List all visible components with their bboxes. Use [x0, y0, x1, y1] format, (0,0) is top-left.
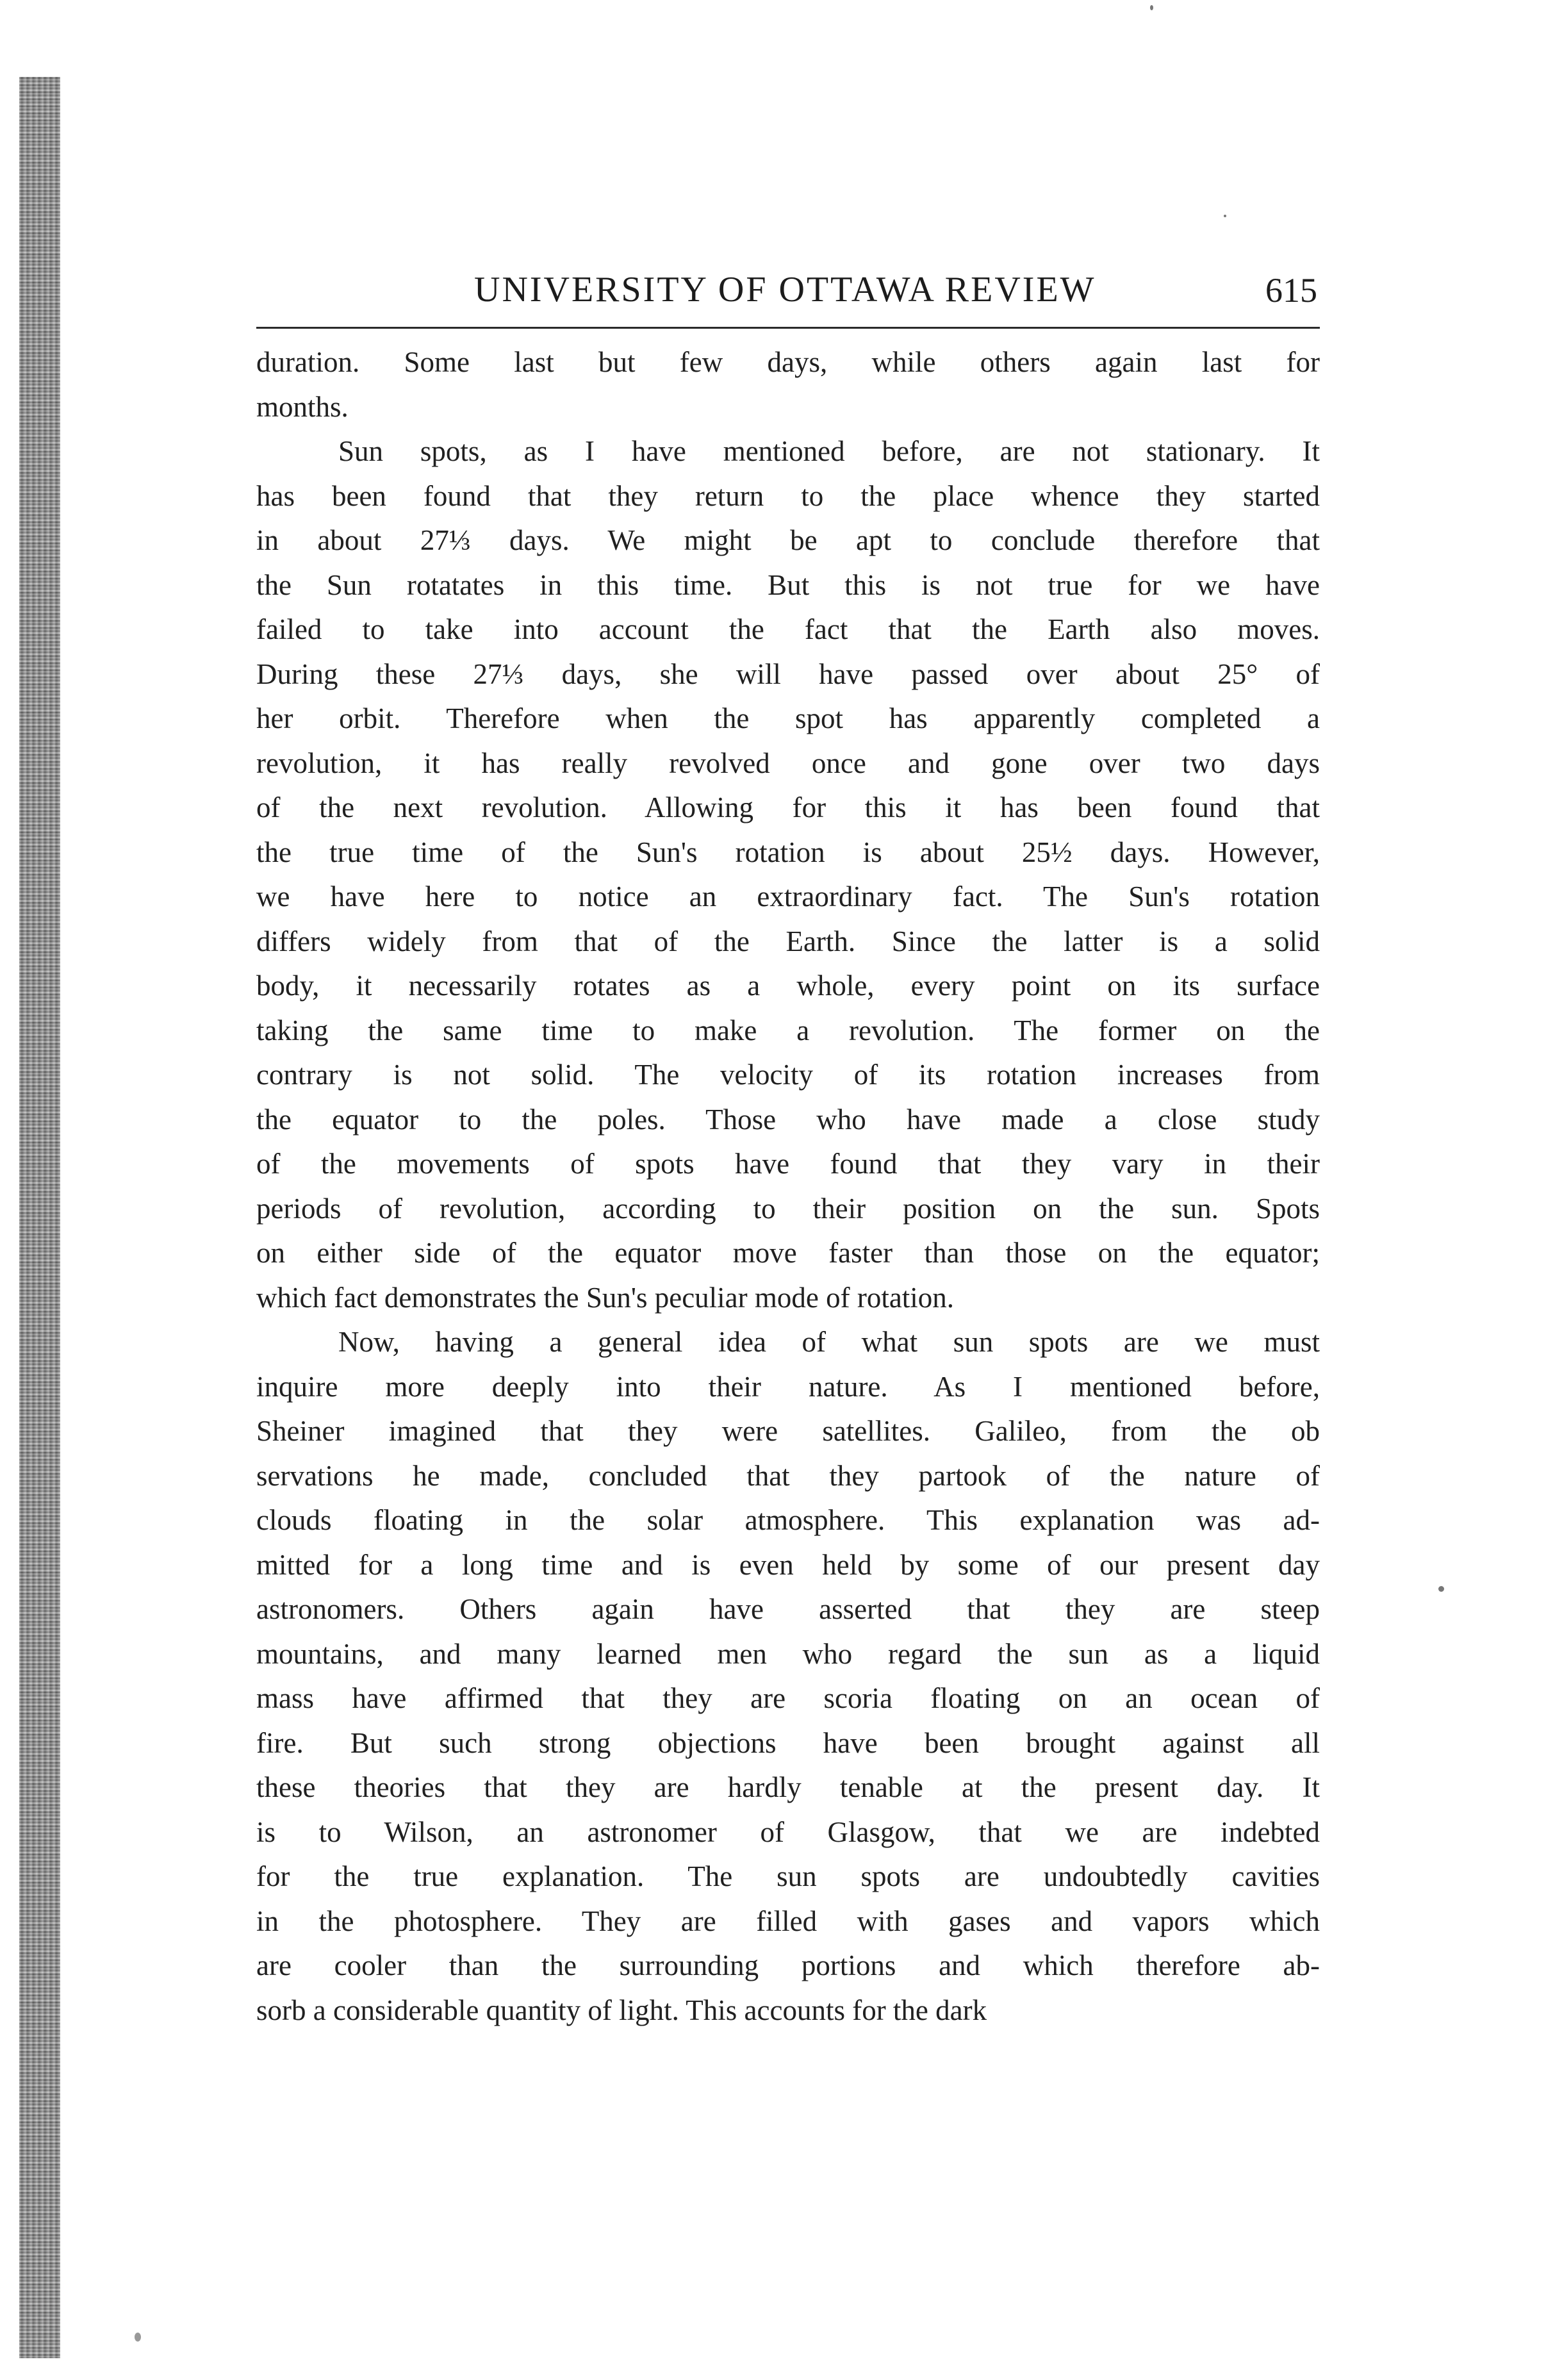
text-line: on either side of the equator move faster than those on the equator; [256, 1237, 1320, 1269]
body-text [256, 340, 1320, 2033]
scan-speck [1438, 1586, 1444, 1592]
text-line: differs widely from that of the Earth. Since the latter is a solid [256, 925, 1320, 957]
text-line: periods of revolution, according to their position on the sun. Spots [256, 1192, 1320, 1225]
text-line: fire. But such strong objections have been brought against all [256, 1726, 1320, 1759]
running-header [256, 256, 1320, 327]
text-line: her orbit. Therefore when the spot has apparently completed a [256, 702, 1320, 734]
text-line: months. [256, 390, 349, 423]
text-line: the equator to the poles. Those who have made a close study [256, 1103, 1320, 1136]
page-number: 615 [1265, 271, 1317, 310]
text-line: During these 27⅓ days, she will have passed over about 25° of [256, 657, 1320, 690]
text-line: duration. Some last but few days, while others again last for [256, 346, 1320, 378]
text-line: in the photosphere. They are filled with gases and vapors which [256, 1905, 1320, 1937]
book-page [256, 256, 1320, 2033]
scan-speck [1224, 215, 1226, 217]
text-line: astronomers. Others again have asserted that they are steep [256, 1593, 1320, 1625]
text-line: of the movements of spots have found that they vary in their [256, 1148, 1320, 1180]
header-rule [256, 327, 1320, 329]
text-line: inquire more deeply into their nature. As I mentioned before, [256, 1370, 1320, 1403]
text-line: the true time of the Sun's rotation is about 25½ days. However, [256, 836, 1320, 868]
text-line: Sun spots, as I have mentioned before, are not stationary. It [338, 435, 1320, 467]
paragraph [256, 1320, 1320, 2033]
scan-speck [135, 2333, 141, 2342]
text-line: mountains, and many learned men who regard the sun as a liquid [256, 1637, 1320, 1670]
text-line: contrary is not solid. The velocity of its rotation increases from [256, 1059, 1320, 1091]
text-line: sorb a considerable quantity of light. This accounts for the dark [256, 1994, 987, 2026]
text-line: servations he made, concluded that they partook of the nature of [256, 1459, 1320, 1492]
text-line: Sheiner imagined that they were satellites. Galileo, from the ob [256, 1415, 1320, 1447]
text-line: for the true explanation. The sun spots are undoubtedly cavities [256, 1860, 1320, 1892]
text-line: these theories that they are hardly tenable at the present day. It [256, 1771, 1320, 1803]
text-line: has been found that they return to the place whence they started [256, 479, 1320, 512]
text-line: are cooler than the surrounding portions and which therefore ab- [256, 1949, 1320, 1981]
paragraph [256, 429, 1320, 1320]
scan-speck [1150, 5, 1153, 10]
text-line: which fact demonstrates the Sun's peculiar mode of rotation. [256, 1281, 955, 1314]
text-line: clouds floating in the solar atmosphere. This explanation was ad- [256, 1504, 1320, 1536]
text-line: taking the same time to make a revolution. The former on the [256, 1014, 1320, 1046]
text-line: revolution, it has really revolved once and gone over two days [256, 747, 1320, 779]
text-line: Now, having a general idea of what sun spots are we must [338, 1326, 1320, 1358]
paragraph [256, 340, 1320, 429]
text-line: failed to take into account the fact that the Earth also moves. [256, 613, 1320, 645]
text-line: we have here to notice an extraordinary fact. The Sun's rotation [256, 880, 1320, 913]
text-line: mitted for a long time and is even held by some of our present day [256, 1548, 1320, 1581]
text-line: mass have affirmed that they are scoria floating on an ocean of [256, 1682, 1320, 1714]
text-line: is to Wilson, an astronomer of Glasgow, that we are indebted [256, 1815, 1320, 1848]
text-line: body, it necessarily rotates as a whole, every point on its surface [256, 970, 1320, 1002]
text-line: in about 27⅓ days. We might be apt to conclude therefore that [256, 524, 1320, 556]
text-line: of the next revolution. Allowing for this it has been found that [256, 791, 1320, 823]
text-line: the Sun rotatates in this time. But this is not true for we have [256, 568, 1320, 601]
scanned-binding-edge [19, 77, 60, 2358]
journal-title: UNIVERSITY OF OTTAWA REVIEW [474, 270, 1096, 310]
